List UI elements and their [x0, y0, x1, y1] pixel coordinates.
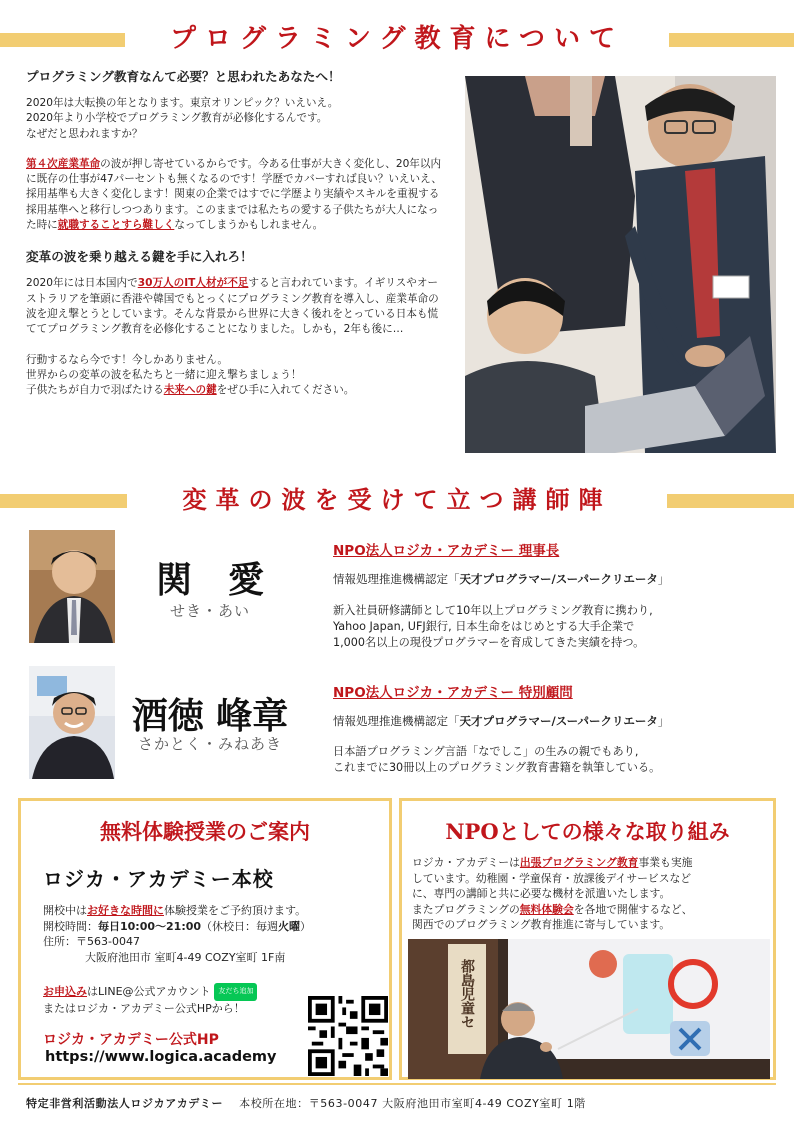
intro-paragraph-2 [26, 157, 448, 233]
instructor-reading: せき・あい [169, 602, 250, 620]
apply-text: またはロジカ・アカデミー公式HPから！ [43, 1001, 245, 1015]
instructor-name: 関 愛 [155, 559, 264, 601]
school-address: 大阪府池田市 室町4-49 COZY室町 1F南 [85, 950, 286, 964]
intro-line: なぜだと思われますか？ [26, 127, 143, 140]
trial-text: 体験授業をご予約頂けます。 [164, 904, 307, 917]
cert-title: 天才プログラマー/スーパークリエータ [459, 572, 658, 586]
instructor-photo [29, 666, 115, 779]
homepage-label: ロジカ・アカデミー公式HP [43, 1032, 219, 1048]
keyword-free-trial: 無料体験会 [519, 902, 574, 916]
instructor-bio [333, 744, 660, 776]
npo-text: またプログラミングの [412, 902, 520, 916]
keyword-industrial-revolution: 第４次産業革命 [26, 157, 101, 170]
keyword-outreach: 出張プログラミング教育 [519, 856, 639, 869]
instructor-bio [333, 603, 653, 651]
npo-activities-box [399, 798, 776, 1080]
bio-line: 新入社員研修講師として10年以上プログラミング教育に携わり, [333, 604, 653, 617]
free-trial-title: 無料体験授業のご案内 [100, 819, 310, 844]
bio-line: 日本語プログラミング言語「なでしこ」の生みの親でもあり, [333, 745, 639, 758]
cert-text: 」 [657, 714, 670, 728]
instructor-role: NPO法人ロジカ・アカデミー 特別顧問 [333, 685, 573, 701]
free-trial-box [18, 798, 392, 1080]
keyword-it-shortage: 30万人のIT人材が不足 [137, 277, 249, 290]
intro-text-span: をぜひ手に入れてください。 [216, 384, 355, 397]
cert-title: 天才プログラマー/スーパークリエータ [459, 714, 658, 728]
section-title-programming: プログラミング教育について [125, 20, 669, 58]
apply-info [43, 983, 257, 1016]
bio-line: 1,000名以上の現役プログラマーを育成してきた実績を持つ。 [333, 636, 645, 649]
cert-text: 情報処理推進機構認定「 [333, 572, 460, 586]
intro-paragraph-3 [26, 276, 448, 337]
intro-paragraph-1 [26, 96, 448, 142]
trial-text: 開校中は [43, 904, 87, 917]
intro-paragraph-4 [26, 353, 448, 399]
intro-text [26, 68, 448, 413]
keyword-apply: お申込み [43, 984, 87, 998]
intro-line: 世界からの変革の波を私たちと一緒に迎え撃ちましょう！ [26, 368, 302, 381]
trial-text: ） [300, 919, 312, 933]
section-title-instructors: 変革の波を受けて立つ講師陣 [127, 480, 667, 520]
line-add-friend-button[interactable]: 友だち追加 [214, 983, 257, 1001]
apply-text: はLINE@公式アカウント [87, 984, 211, 998]
npo-description [412, 855, 693, 933]
keyword-any-time: お好きな時間に [87, 904, 164, 917]
bio-line: Yahoo Japan, UFJ銀行, 日本生命をはじめとする大手企業で [333, 620, 635, 633]
intro-heading: プログラミング教育なんて必要？と思われたあなたへ！ [26, 69, 341, 84]
npo-text: 関西でのプログラミング教育推進に寄与しています。 [412, 918, 671, 931]
keyword-future-key: 未来への鍵 [163, 384, 217, 397]
instructor-certification [333, 571, 669, 587]
intro-line: 行動するなら今です！今しかありません。 [26, 353, 228, 366]
instructor-reading: さかとく・みねあき [137, 735, 282, 753]
intro-text-span: 子供たちが自力で羽ばたける [26, 384, 164, 397]
footer-address: 本校所在地：〒563-0047 大阪府池田市室町4-49 COZY室町 1階 [239, 1097, 586, 1110]
bio-line: これまでに30冊以上のプログラミング教育書籍を執筆している。 [333, 761, 661, 774]
npo-text: しています。幼稚園・学童保育・放課後デイサービスなど [412, 871, 692, 885]
seminar-photo [408, 939, 770, 1079]
homepage-url[interactable]: https://www.logica.academy [45, 1049, 277, 1065]
keyword-job-difficulty: 就職することすら難しく [57, 219, 175, 232]
npo-title: NPOとしての様々な取り組み [445, 819, 730, 844]
cert-text: 情報処理推進機構認定「 [333, 714, 460, 728]
npo-text: を各地で開催するなど、 [573, 902, 693, 916]
instructor-role: NPO法人ロジカ・アカデミー 理事長 [333, 543, 560, 559]
intro-text-span: なってしまうかもしれません。 [174, 219, 324, 232]
intro-line: 2020年より小学校でプログラミング教育が必修化するんです。 [26, 112, 328, 125]
trial-text: （休校日：毎週 [201, 919, 279, 933]
school-name: ロジカ・アカデミー本校 [43, 867, 274, 891]
instructor-certification [333, 713, 669, 729]
npo-text: 事業も実施 [638, 856, 693, 869]
intro-text-span: すると言われています。イギリスやオーストラリアを筆頭に香港や韓国でもとっくにプログラミング教育を導入し、産業革命の波を迎え撃とうとしています。そんな背景から世界に大きく後れをとっている日本も慌ててプログラミング教育を必修化することになりました。しかも，2年も後に… [26, 277, 439, 336]
instructor-name: 酒徳 峰章 [131, 695, 289, 737]
npo-text: ロジカ・アカデミーは [412, 856, 520, 869]
photo-sign-text: 都島児童セ [459, 959, 475, 1029]
closed-day: 火曜 [278, 919, 301, 933]
instructor-photo [29, 530, 115, 643]
npo-text: に、専門の講師と共に必要な機材を派遣いたします。 [412, 887, 671, 900]
intro-text-span: の波が押し寄せているからです。今ある仕事が大きく変化し、20年以内に既存の仕事が47パーセントも無くなるのです！学歴でカバーすれば良い？いえいえ、採用基準も大きく変化します！関東の企業ではすでに学歴より実績やスキルを重視する採用基準へと移行しつつあります。このままでは私たちの愛する子供たちが大人になった時に [26, 157, 442, 232]
qr-code-icon[interactable] [308, 996, 388, 1076]
classroom-photo [465, 76, 776, 453]
intro-heading-2: 変革の波を乗り越える鍵を手に入れろ！ [26, 249, 253, 265]
trial-details [43, 903, 311, 965]
intro-text-span: 2020年には日本国内で [26, 277, 138, 290]
footer-divider [18, 1083, 776, 1085]
footer-org-name: 特定非営利活動法人ロジカアカデミー [26, 1097, 224, 1110]
intro-line: 2020年は大転換の年となります。東京オリンピック？いえいえ。 [26, 97, 339, 109]
trial-text: 開校時間： [43, 919, 98, 933]
postal-code: 住所：〒563-0047 [43, 935, 140, 948]
cert-text: 」 [657, 572, 670, 586]
opening-hours: 毎日10:00〜21:00 [98, 919, 202, 933]
footer [26, 1095, 586, 1111]
